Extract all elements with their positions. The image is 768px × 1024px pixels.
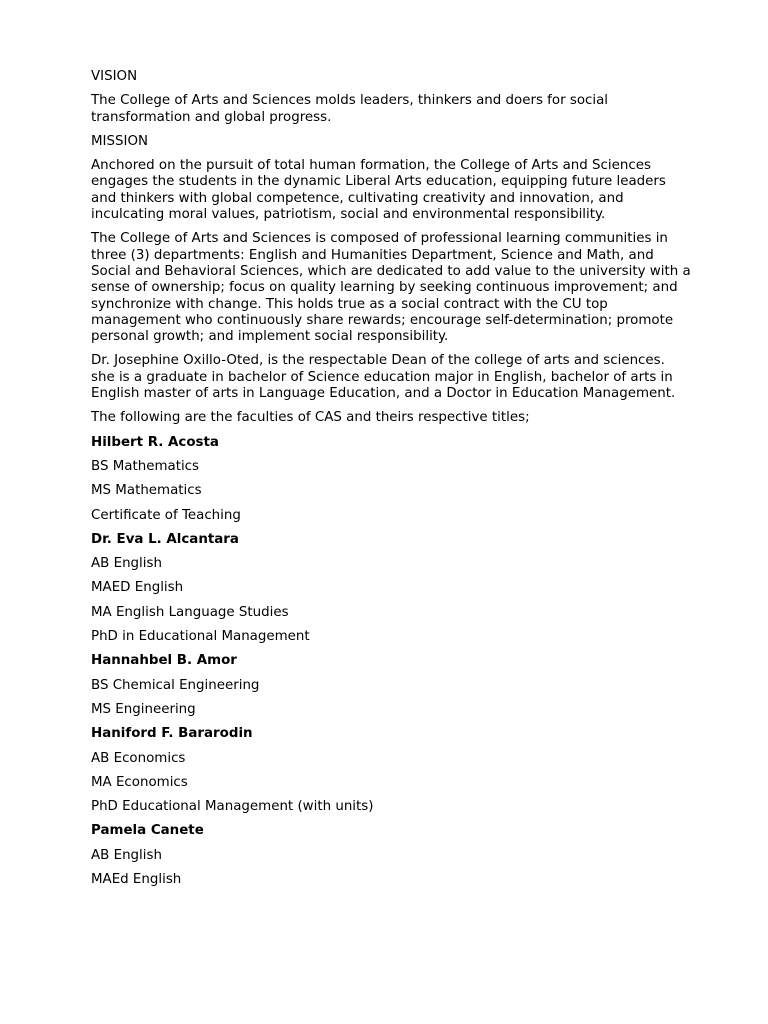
dean-paragraph: Dr. Josephine Oxillo-Oted, is the respectable Dean of the college of arts and sciences. she is a graduate in bachelor of Science education major in English, bachelor of arts in English master of arts in Language Education, and a Doctor in Education Management. — [91, 353, 676, 402]
faculty-title: PhD Educational Management (with units) — [91, 799, 374, 815]
faculty-title: MS Engineering — [91, 701, 196, 717]
faculty-title: MAEd English — [91, 871, 182, 887]
faculty-title: PhD in Educational Management — [91, 629, 310, 645]
faculty-name: Hannahbel B. Amor — [91, 653, 237, 669]
faculty-title: MS Mathematics — [91, 483, 202, 499]
faculty-entry — [91, 653, 691, 718]
faculty-entry — [91, 435, 691, 524]
vision-text: The College of Arts and Sciences molds leaders, thinkers and doers for social transformation and global progress. — [91, 93, 609, 125]
faculty-entry — [91, 532, 691, 645]
faculty-name: Haniford F. Bararodin — [91, 726, 253, 742]
faculty-title: BS Mathematics — [91, 458, 200, 474]
mission-heading: MISSION — [91, 133, 149, 149]
faculty-title: MA Economics — [91, 774, 188, 790]
faculty-title: MA English Language Studies — [91, 604, 289, 620]
faculty-title: AB English — [91, 847, 162, 863]
faculty-title: AB English — [91, 556, 162, 572]
faculty-entry — [91, 823, 691, 888]
faculty-list — [91, 435, 691, 889]
faculty-intro: The following are the faculties of CAS and theirs respective titles; — [91, 410, 530, 426]
faculty-name: Hilbert R. Acosta — [91, 434, 219, 450]
faculty-entry — [91, 726, 691, 815]
composition-paragraph: The College of Arts and Sciences is composed of professional learning communities in three (3) departments: English and Humanities Department, Science and Math, and Social and Behavioral Sciences, which are dedicated to add value to the university with a sense of ownership; focus on quality learning by seeking continuous improvement; and synchronize with change. This holds true as a social contract with the CU top management who continuously share rewards; encourage self-determination; promote personal growth; and implement social responsibility. — [91, 231, 691, 345]
faculty-title: BS Chemical Engineering — [91, 677, 260, 693]
faculty-title: Certificate of Teaching — [91, 507, 241, 523]
document-page — [91, 69, 691, 896]
faculty-title: MAED English — [91, 580, 184, 596]
mission-text: Anchored on the pursuit of total human formation, the College of Arts and Sciences engages the students in the dynamic Liberal Arts education, equipping future leaders and thinkers with global competence, cultivating creativity and innovation, and inculcating moral values, patriotism, social and environmental responsibility. — [91, 158, 666, 223]
vision-heading: VISION — [91, 69, 138, 84]
faculty-name: Dr. Eva L. Alcantara — [91, 531, 239, 547]
faculty-name: Pamela Canete — [91, 823, 204, 839]
faculty-title: AB Economics — [91, 750, 186, 766]
